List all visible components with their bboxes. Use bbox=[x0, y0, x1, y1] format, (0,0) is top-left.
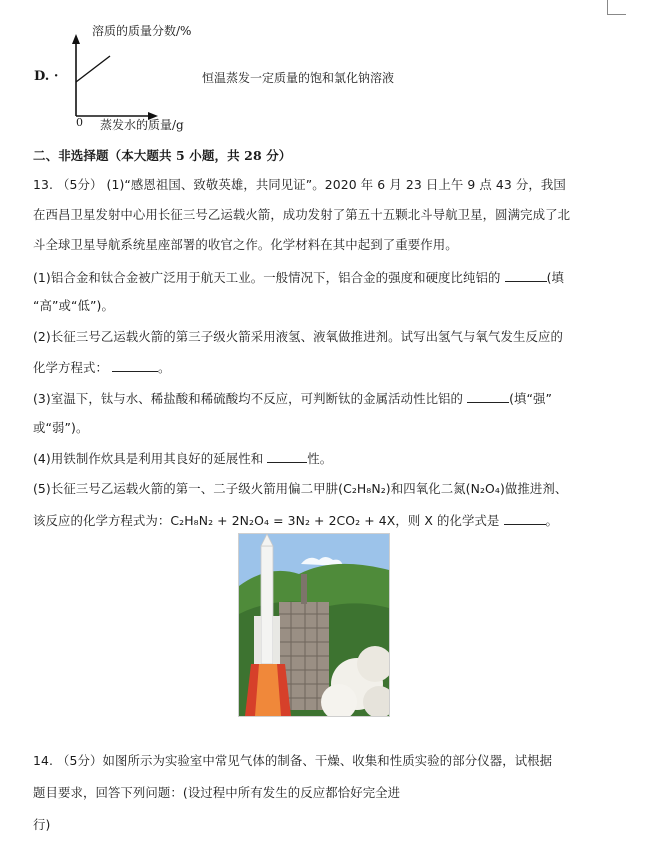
y-axis-arrow bbox=[72, 34, 80, 44]
graph-curve bbox=[76, 56, 110, 82]
q14-line-2: 题目要求，回答下列问题：(设过程中所有发生的反应都恰好完全进 bbox=[33, 785, 401, 800]
q13-part-2-line-1: (2)长征三号乙运载火箭的第三子级火箭采用液氢、液氧做推进剂。试写出氢气与氧气发生反应的 bbox=[33, 329, 563, 344]
section-heading: 二、非选择题（本大题共 5 小题，共 28 分） bbox=[33, 148, 292, 163]
answer-blank[interactable] bbox=[267, 451, 307, 463]
option-d-description: 恒温蒸发一定质量的饱和氯化钠溶液 bbox=[202, 71, 395, 85]
answer-blank[interactable] bbox=[505, 270, 547, 282]
option-d-label: D. · bbox=[34, 69, 59, 84]
q14-line-1: 14. （5分）如图所示为实验室中常见气体的制备、干燥、收集和性质实验的部分仪器，试根据 bbox=[33, 753, 553, 768]
q13-intro-line-2: 在西昌卫星发射中心用长征三号乙运载火箭，成功发射了第五十五颗北斗导航卫星，圆满完成了北 bbox=[33, 207, 571, 222]
q13-part-1-line-2: “高”或“低”)。 bbox=[33, 298, 114, 313]
rocket-booster-left bbox=[254, 616, 261, 664]
q13-part-5-line-1: (5)长征三号乙运载火箭的第一、二子级火箭用偏二甲肼(C₂H₈N₂)和四氧化二氮(N₂O₄)做推进剂、 bbox=[33, 481, 568, 496]
tower-mast bbox=[301, 574, 307, 604]
rocket-launch-photo bbox=[238, 533, 390, 717]
answer-blank[interactable] bbox=[504, 513, 546, 525]
q13-part-4: (4)用铁制作炊具是利用其良好的延展性和 性。 bbox=[33, 451, 333, 466]
graph-y-label: 溶质的质量分数/% bbox=[92, 24, 192, 38]
graph-origin-label: 0 bbox=[76, 116, 83, 129]
q13-intro-line-3: 斗全球卫星导航系统星座部署的收官之作。化学材料在其中起到了重要作用。 bbox=[33, 237, 458, 252]
page-corner-mark bbox=[607, 0, 626, 15]
rocket-body bbox=[261, 546, 273, 664]
graph-x-label: 蒸发水的质量/g bbox=[100, 118, 184, 132]
q13-part-2-line-2: 化学方程式： 。 bbox=[33, 360, 171, 375]
q13-part-5-line-2: 该反应的化学方程式为：C₂H₈N₂ + 2N₂O₄ = 3N₂ + 2CO₂ + 4X，则 X 的化学式是 。 bbox=[33, 513, 559, 528]
answer-blank[interactable] bbox=[467, 391, 509, 403]
q13-part-1-line-1: (1)铝合金和钛合金被广泛用于航天工业。一般情况下，铝合金的强度和硬度比纯铝的 (填 bbox=[33, 270, 564, 285]
q13-intro-line-1: 13. （5分） (1)“感恩祖国、致敬英雄，共同见证”。2020 年 6 月 23 日上午 9 点 43 分，我国 bbox=[33, 177, 566, 192]
answer-blank[interactable] bbox=[112, 360, 158, 372]
rocket-flame-core bbox=[255, 664, 281, 716]
q13-part-3-line-1: (3)室温下，钛与水、稀盐酸和稀硫酸均不反应，可判断钛的金属活动性比铝的 (填“强” bbox=[33, 391, 553, 406]
q14-line-3: 行) bbox=[33, 817, 51, 832]
rocket-booster-right bbox=[273, 616, 280, 664]
q13-part-3-line-2: 或“弱”)。 bbox=[33, 420, 89, 435]
rocket-launch-illustration bbox=[239, 534, 389, 716]
